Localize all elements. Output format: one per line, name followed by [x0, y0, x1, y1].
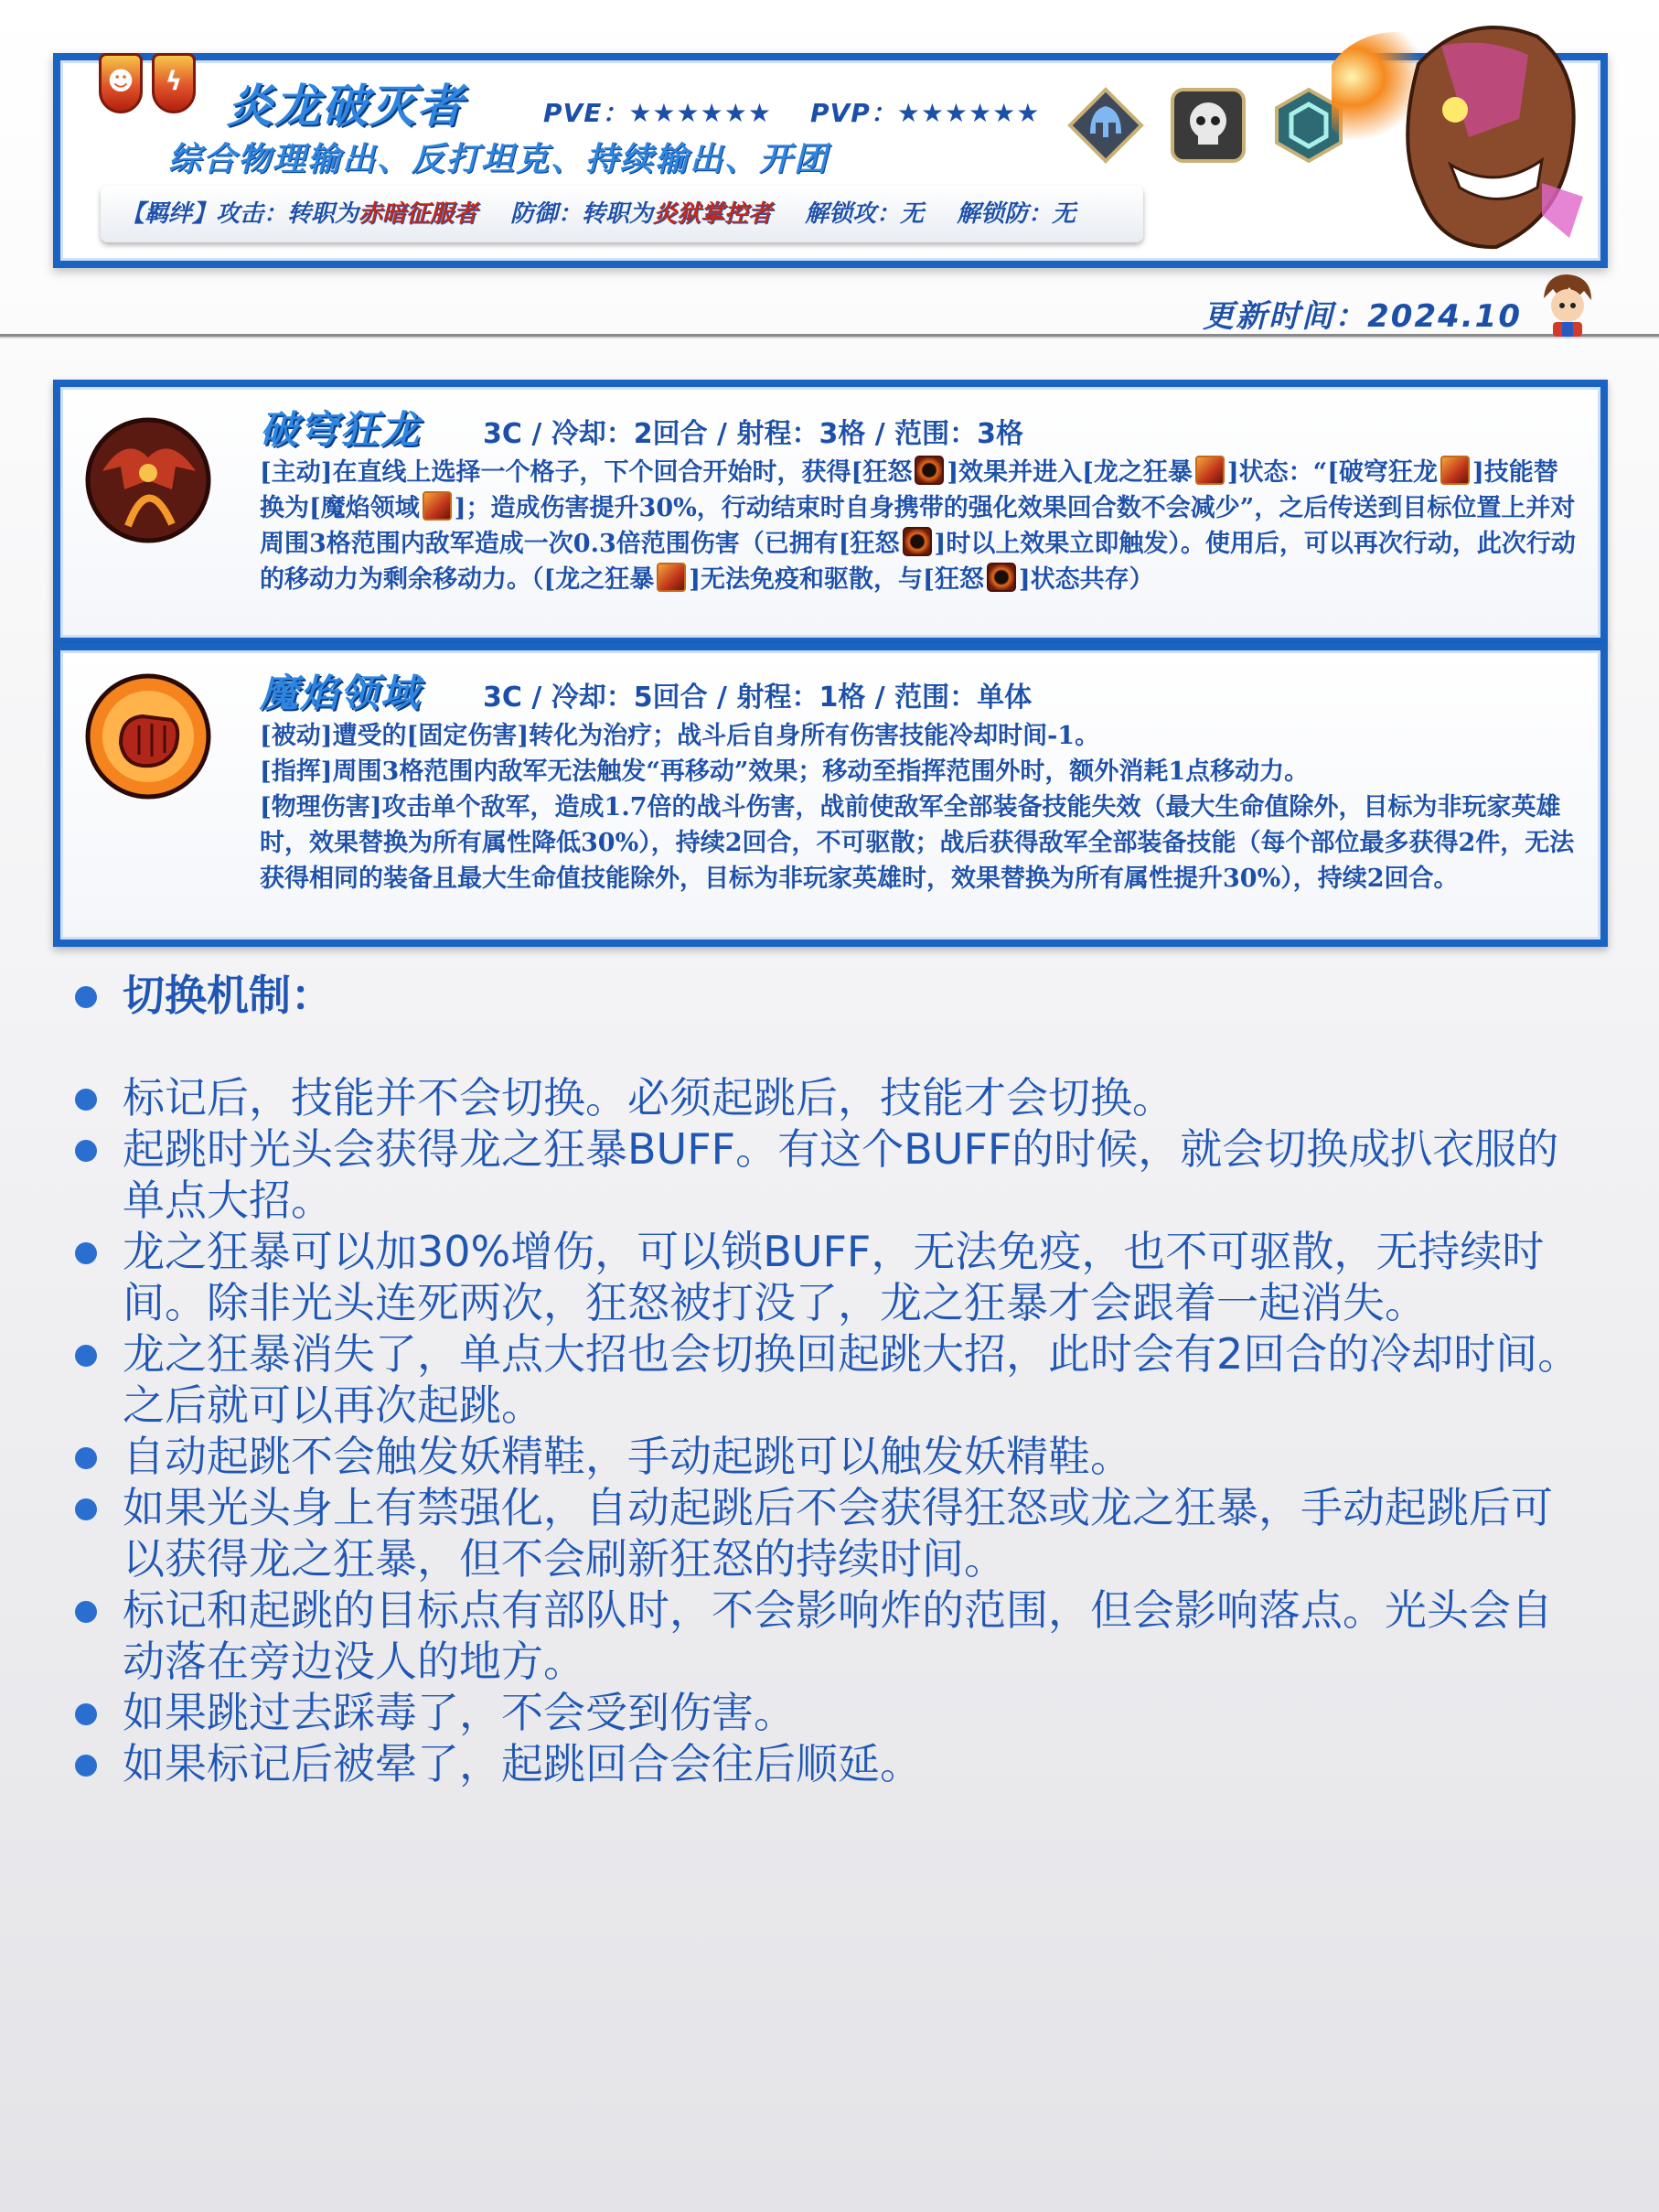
rage-icon	[903, 527, 932, 556]
skill-1-desc-part: ]状态：“[破穹狂龙	[1226, 458, 1438, 487]
skull-icon	[1169, 86, 1247, 165]
skill-1-desc-part: ]时以上效果立即触发）。使用后，可以再次行动，此次行动的移动力为剩余移动力。（[龙之狂暴	[260, 530, 1576, 594]
bullet-dot	[75, 1089, 97, 1111]
bond-attack-target: 赤暗征服者	[359, 200, 478, 228]
skill-2-command: [指挥]周围3格范围内敌军无法触发“再移动”效果；移动至指挥范围外时，额外消耗1点移动力。	[260, 757, 1310, 786]
dragon-fury-icon	[657, 563, 686, 592]
note-text: 龙之狂暴可以加30%增伤，可以锁BUFF，无法免疫，也不可驱散，无持续时间。除非光头连死两次，狂怒被打没了，龙之狂暴才会跟着一起消失。	[123, 1227, 1545, 1327]
bond-attack-prefix: 【羁绊】攻击：转职为	[121, 200, 359, 228]
notes-heading	[71, 970, 1589, 1021]
list-item	[71, 1431, 1589, 1482]
rage-icon	[915, 456, 944, 485]
skill-1-meta: 3C / 冷却：2回合 / 射程：3格 / 范围：3格	[483, 418, 1024, 450]
skill-1-desc-part: ]状态共存）	[1018, 565, 1154, 594]
skill-2-passive: [被动]遭受的[固定伤害]转化为治疗；战斗后自身所有伤害技能冷却时间-1。	[260, 722, 1100, 750]
bond-bar	[101, 186, 1143, 242]
bullet-dot	[75, 1140, 97, 1162]
skill-1-desc-part: ]无法免疫和驱散，与[狂怒	[689, 565, 984, 594]
skill-card-2	[53, 643, 1608, 947]
notes-heading-text: 切换机制：	[123, 971, 333, 1020]
skill-2-description	[260, 718, 1580, 897]
skill-1-desc-part: ]技能替换为[魔焰领域	[260, 458, 1558, 522]
list-item	[71, 1072, 1589, 1123]
switch-mechanism-notes	[71, 970, 1589, 1789]
dragon-skill-icon	[84, 416, 212, 544]
skill-1-description	[260, 455, 1580, 597]
hero-name: 炎龙破灭者	[227, 80, 465, 133]
bond-defense-prefix: 防御：转职为	[510, 200, 654, 228]
bullet-dot	[75, 1447, 97, 1469]
dragon-skill-mini-icon	[1440, 456, 1470, 485]
list-item	[71, 1328, 1589, 1431]
update-time: 更新时间：2024.10	[1203, 298, 1522, 335]
hero-portrait-image	[1332, 9, 1606, 265]
rage-icon	[987, 563, 1016, 592]
flame-rune-icon: ϟ	[152, 53, 196, 113]
note-text: 如果跳过去踩毒了，不会受到伤害。	[123, 1688, 796, 1737]
bullet-dot	[75, 1703, 97, 1725]
note-text: 标记和起跳的目标点有部队时，不会影响炸的范围，但会影响落点。光头会自动落在旁边没人的地方。	[123, 1585, 1553, 1686]
skill-1-desc-part: ]效果并进入[龙之狂暴	[947, 458, 1193, 487]
note-text: 自动起跳不会触发妖精鞋，手动起跳可以触发妖精鞋。	[123, 1432, 1132, 1481]
bullet-dot	[75, 1345, 97, 1367]
skill-1-desc-part: ]；造成伤害提升30%，行动结束时自身携带的强化效果回合数不会减少”，之后传送到目标位置上并对周围3格范围内敌军造成一次0.3倍范围伤害（已拥有[狂怒	[260, 494, 1576, 558]
list-item	[71, 1482, 1589, 1584]
skill-2-physical: [物理伤害]攻击单个敌军，造成1.7倍的战斗伤害，战前使敌军全部装备技能失效（最大生命值除外，目标为非玩家英雄时，效果替换为所有属性降低30%），持续2回合，不可驱散；战后获得敌军全部装备技能（每个部位最多获得2件，无法获得相同的装备且最大生命值技能除外，目标为非玩家英雄时，效果替换为所有属性提升30%），持续2回合。	[260, 793, 1575, 893]
skill-1-name: 破穹狂龙	[260, 407, 422, 452]
bullet-dot	[75, 1755, 97, 1777]
bullet-dot	[75, 1601, 97, 1623]
demon-face-icon: ☻	[99, 53, 143, 113]
skill-card-1	[53, 380, 1608, 645]
unlock-attack: 解锁攻：无	[805, 200, 925, 228]
skill-2-name: 魔焰领域	[260, 671, 422, 715]
note-text: 起跳时光头会获得龙之狂暴BUFF。有这个BUFF的时候，就会切换成扒衣服的单点大招。	[123, 1124, 1559, 1225]
list-item	[71, 1226, 1589, 1328]
list-item	[71, 1687, 1589, 1738]
header-divider-shadow	[0, 337, 1659, 338]
note-text: 如果标记后被晕了，起跳回合会往后顺延。	[123, 1739, 922, 1788]
chibi-avatar	[1535, 271, 1599, 337]
note-text: 标记后，技能并不会切换。必须起跳后，技能才会切换。	[123, 1073, 1174, 1122]
skill-2-meta: 3C / 冷却：5回合 / 射程：1格 / 范围：单体	[483, 682, 1033, 714]
note-text: 龙之狂暴消失了，单点大招也会切换回起跳大招，此时会有2回合的冷却时间。之后就可以再次起跳。	[123, 1329, 1580, 1430]
dragon-fury-icon	[1195, 456, 1225, 485]
helmet-icon	[1066, 86, 1145, 165]
flame-domain-mini-icon	[423, 491, 452, 521]
bullet-dot	[75, 986, 97, 1008]
list-item	[71, 1738, 1589, 1789]
flame-fist-skill-icon	[84, 672, 212, 800]
pvp-rating: PVP：★★★★★★	[810, 98, 1041, 128]
hero-role: 综合物理输出、反打坦克、持续输出、开团	[168, 141, 830, 178]
bullet-dot	[75, 1242, 97, 1264]
bullet-dot	[75, 1498, 97, 1520]
skill-1-desc-part: [主动]在直线上选择一个格子，下个回合开始时，获得[狂怒	[260, 458, 913, 487]
bond-defense-target: 炎狱掌控者	[653, 200, 773, 228]
pve-rating: PVE：★★★★★★	[543, 98, 772, 128]
list-item	[71, 1123, 1589, 1226]
unlock-defense: 解锁防：无	[957, 200, 1076, 228]
list-item	[71, 1584, 1589, 1687]
note-text: 如果光头身上有禁强化，自动起跳后不会获得狂怒或龙之狂暴，手动起跳后可以获得龙之狂暴，但不会刷新狂怒的持续时间。	[123, 1483, 1553, 1584]
